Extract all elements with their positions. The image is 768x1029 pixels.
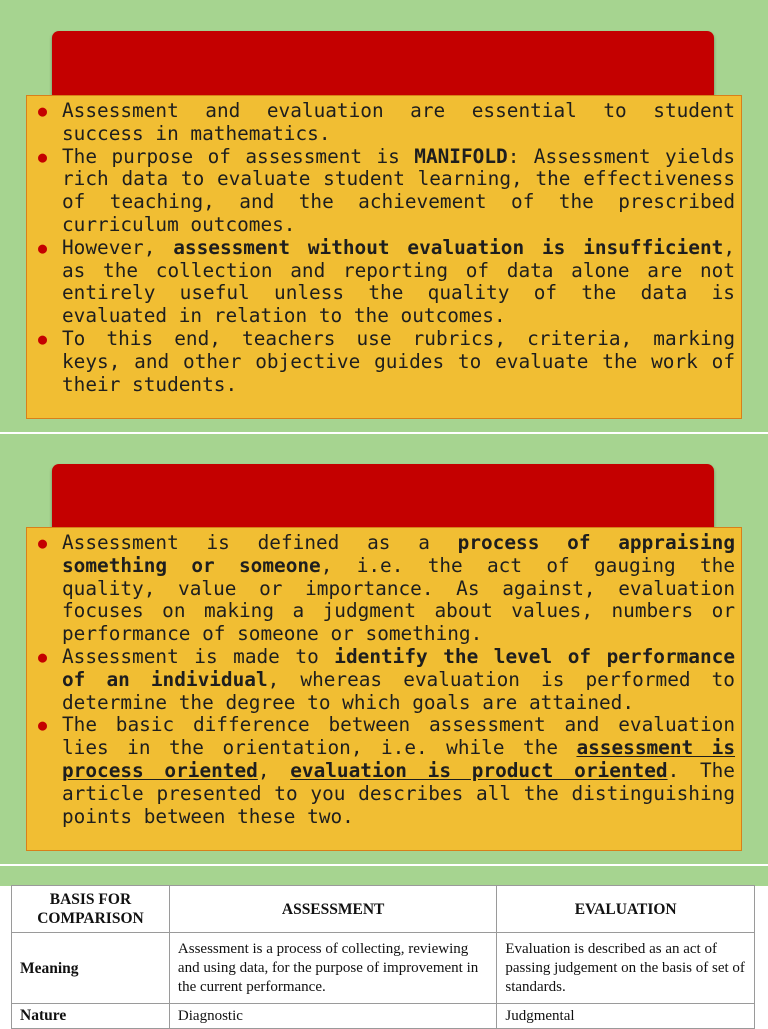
emphasis-text: evaluation is product oriented <box>290 758 668 782</box>
row-basis: Nature <box>12 1004 170 1029</box>
bullet-dot-icon: ● <box>38 102 48 120</box>
bullet-point <box>38 144 735 237</box>
bullet-text: . The article presented to you describes all the distinguishing points between these two. <box>62 758 735 828</box>
bullet-text: The basic difference between assessment and evaluation lies in the orientation, i.e. while the <box>62 713 735 760</box>
slide-3 <box>0 866 768 1024</box>
bullet-text: , i.e. the act of gauging the quality, value or importance. As against, evaluation focuses on making a judgment about values, numbers or performance of someone or something. <box>62 553 735 646</box>
bullet-text: Assessment and evaluation are essential to student success in mathematics. <box>62 99 735 145</box>
bullet-dot-icon: ● <box>38 716 48 735</box>
comparison-table <box>11 885 755 1029</box>
bullet-point <box>38 644 735 714</box>
emphasis-text: assessment is process oriented <box>62 736 736 782</box>
bullet-point <box>38 235 735 328</box>
emphasis-text: MANIFOLD <box>414 144 508 168</box>
bullet-dot-icon: ● <box>38 147 48 166</box>
bullet-dot-icon: ● <box>38 238 48 257</box>
bullet-point <box>38 99 735 146</box>
header-evaluation: EVALUATION <box>497 886 755 933</box>
table-row <box>12 933 755 1004</box>
slide-2 <box>0 434 768 864</box>
header-basis: BASIS FOR COMPARISON <box>12 886 170 933</box>
slide-1 <box>0 0 768 432</box>
slide-2-title-bar <box>52 464 714 534</box>
bullet-point <box>38 326 735 396</box>
bullet-dot-icon: ● <box>38 534 48 552</box>
row-assessment: Diagnostic <box>169 1004 496 1029</box>
row-assessment: Assessment is a process of collecting, reviewing and using data, for the purpose of improvement in the current performance. <box>169 933 496 1004</box>
bullet-text: The purpose of assessment is <box>62 144 415 168</box>
bullet-text: , <box>257 758 291 782</box>
slide-3-top-band <box>0 866 768 886</box>
bullet-text: Assessment is defined as a <box>62 531 458 554</box>
emphasis-text: process of appraising something or someone <box>62 531 735 577</box>
bullet-text: Assessment is made to <box>62 644 335 668</box>
slide-2-bullet-list <box>27 528 741 828</box>
table-row <box>12 1004 755 1029</box>
table-header-row <box>12 886 755 933</box>
row-basis: Meaning <box>12 933 170 1004</box>
emphasis-text: assessment without evaluation is insufficient <box>173 235 724 259</box>
bullet-point <box>38 531 735 646</box>
emphasis-text: identify the level of performance of an individual <box>62 644 735 691</box>
bullet-text: To this end, teachers use rubrics, criteria, marking keys, and other objective guides to evaluate the work of their students. <box>62 326 735 396</box>
bullet-point <box>38 713 736 828</box>
slide-1-bullet-list <box>27 96 741 396</box>
bullet-text: , as the collection and reporting of data alone are not entirely useful unless the quality of the data is evaluated in relation to the outcomes. <box>62 235 735 328</box>
slide-2-content-box <box>26 527 742 851</box>
slide-1-content-box <box>26 95 742 419</box>
bullet-text: , whereas evaluation is performed to determine the degree to which goals are attained. <box>62 667 735 714</box>
bullet-dot-icon: ● <box>38 647 48 666</box>
slide-1-title-bar <box>52 31 714 101</box>
header-assessment: ASSESSMENT <box>169 886 496 933</box>
bullet-text: However, <box>62 235 174 259</box>
row-evaluation: Evaluation is described as an act of passing judgement on the basis of set of standards. <box>497 933 755 1004</box>
bullet-dot-icon: ● <box>38 329 48 348</box>
row-evaluation: Judgmental <box>497 1004 755 1029</box>
bullet-text: : Assessment yields rich data to evaluate student learning, the effectiveness of teaching, and the achievement of the prescribed curriculum outcomes. <box>62 144 735 236</box>
